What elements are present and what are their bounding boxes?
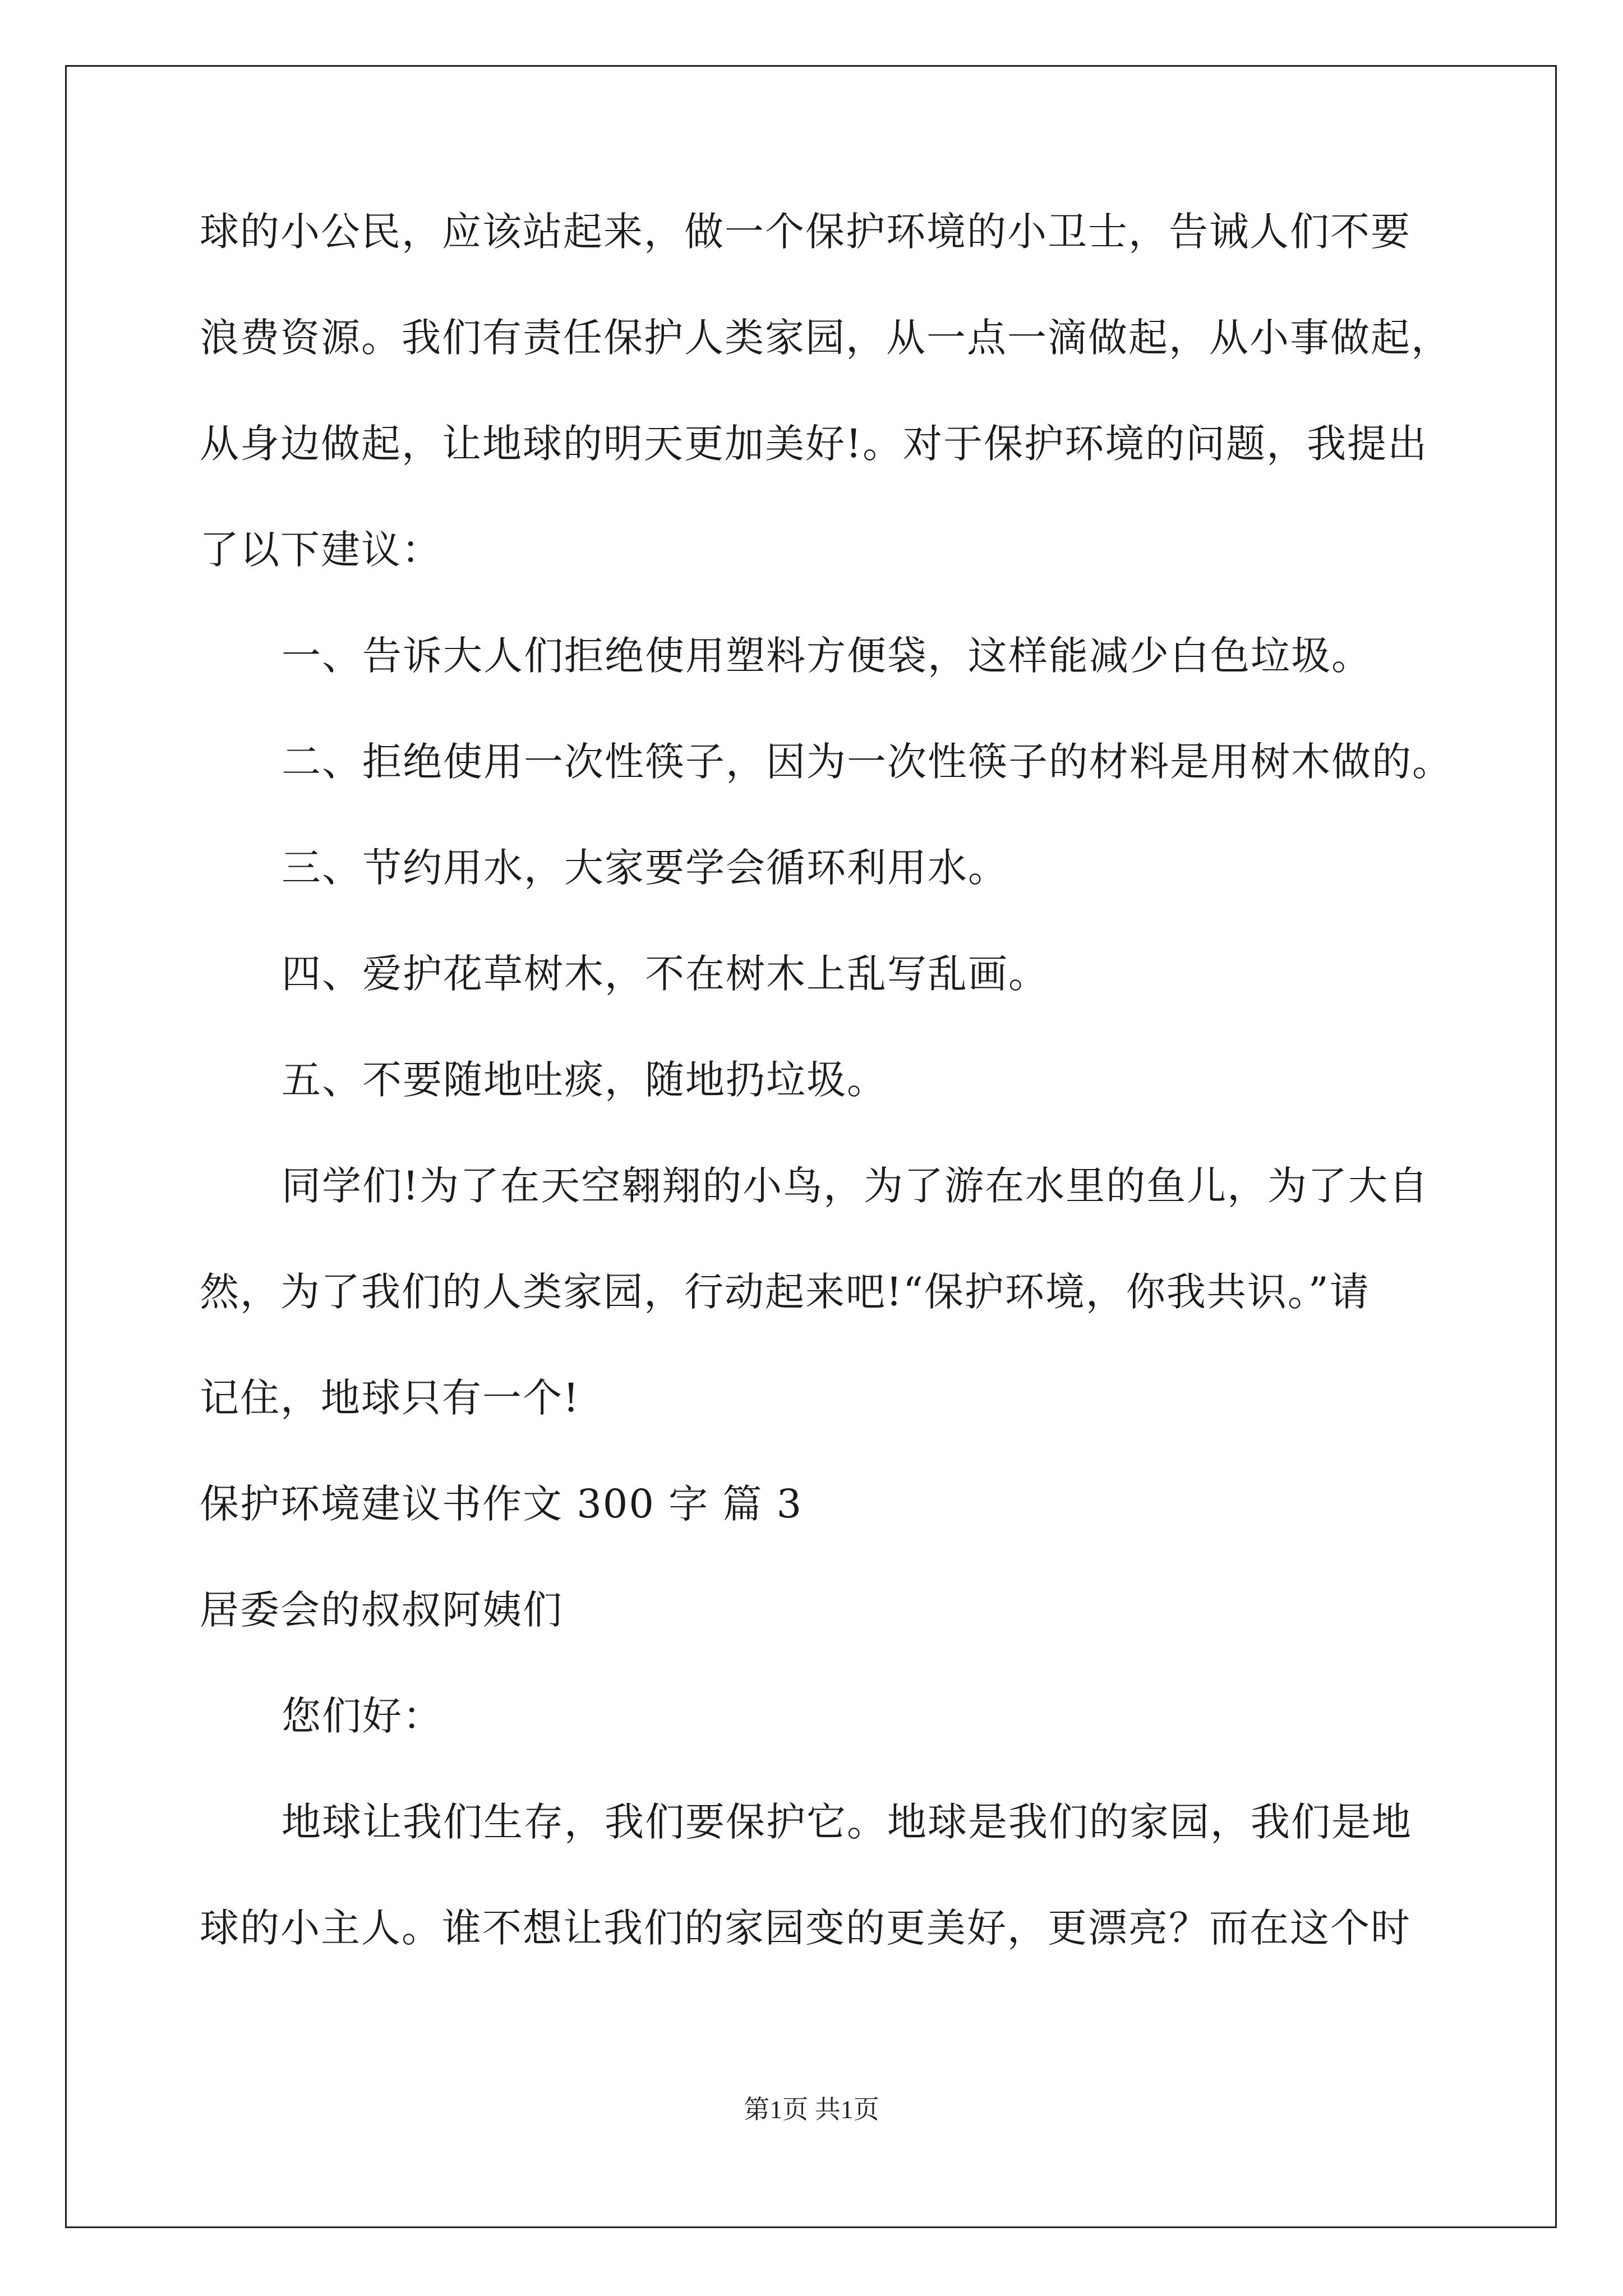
document-body <box>200 209 1484 2014</box>
salutation: 居委会的叔叔阿姨们 <box>200 1587 563 1633</box>
text-line: 浪费资源。我们有责任保护人类家园，从一点一滴做起，从小事做起， <box>200 315 1451 361</box>
suggestion-item: 四、爱护花草树木，不在树木上乱写乱画。 <box>282 951 1049 997</box>
text-line: 了以下建议： <box>200 527 442 573</box>
text-line: 从身边做起，让地球的明天更加美好!。对于保护环境的问题，我提出 <box>200 421 1428 467</box>
suggestion-item: 一、告诉大人们拒绝使用塑料方便袋，这样能减少白色垃圾。 <box>282 633 1372 679</box>
greeting: 您们好： <box>282 1693 443 1739</box>
text-line: 然，为了我们的人类家园，行动起来吧!“保护环境，你我共识。”请 <box>200 1269 1370 1315</box>
text-line: 球的小主人。谁不想让我们的家园变的更美好，更漂亮？而在这个时 <box>200 1905 1411 1951</box>
section-title: 保护环境建议书作文 300 字 篇 3 <box>200 1481 803 1527</box>
suggestion-item: 二、拒绝使用一次性筷子，因为一次性筷子的材料是用树木做的。 <box>282 739 1453 785</box>
text-line: 同学们!为了在天空翱翔的小鸟，为了游在水里的鱼儿，为了大自 <box>282 1163 1430 1209</box>
text-line: 记住，地球只有一个! <box>200 1375 580 1421</box>
page-number-footer: 第1页 共1页 <box>744 2095 879 2124</box>
suggestion-item: 五、不要随地吐痰，随地扔垃圾。 <box>282 1057 887 1103</box>
text-line: 球的小公民，应该站起来，做一个保护环境的小卫士，告诫人们不要 <box>200 209 1411 255</box>
text-line: 地球让我们生存，我们要保护它。地球是我们的家园，我们是地 <box>282 1799 1412 1845</box>
suggestion-item: 三、节约用水，大家要学会循环利用水。 <box>282 845 1008 891</box>
